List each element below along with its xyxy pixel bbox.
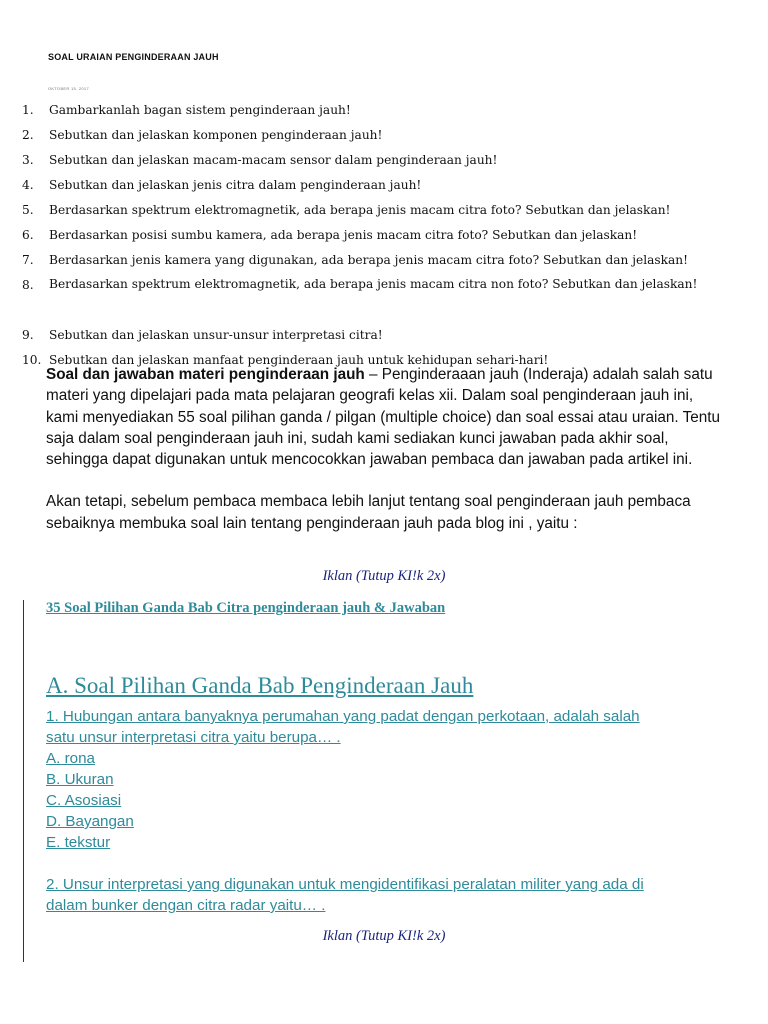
list-item (0, 275, 768, 325)
question-text: Berdasarkan posisi sumbu kamera, ada berapa jenis macam citra foto? Sebutkan dan jelaskan! (49, 228, 638, 242)
list-item (0, 125, 768, 150)
intro-paragraph (46, 364, 726, 470)
question-block-1 (46, 706, 726, 853)
question-number: 1. (22, 103, 34, 117)
option-e[interactable]: E. tekstur (46, 834, 111, 851)
question-number: 9. (22, 328, 34, 342)
ad-close-label[interactable]: Iklan (Tutup KI!k 2x) (322, 568, 446, 584)
question-number: 8. (22, 278, 34, 292)
question-2-line-2[interactable]: dalam bunker dengan citra radar yaitu… . (46, 897, 326, 914)
page-title: SOAL URAIAN PENGINDERAAN JAUH (48, 52, 219, 62)
question-number: 4. (22, 178, 34, 192)
list-item (0, 225, 768, 250)
post-date: OKTOBER 15, 2017 (48, 86, 89, 91)
list-item (0, 100, 768, 125)
question-block-2 (46, 874, 726, 916)
question-text: Berdasarkan jenis kamera yang digunakan, ada berapa jenis macam citra foto? Sebutkan dan jelaskan! (49, 253, 689, 267)
question-number: 3. (22, 153, 34, 167)
question-number: 2. (22, 128, 34, 142)
question-text: Berdasarkan spektrum elektromagnetik, ada berapa jenis macam citra foto? Sebutkan dan jelaskan! (49, 203, 671, 217)
ad-close-label-2[interactable]: Iklan (Tutup KI!k 2x) (322, 928, 446, 944)
option-b[interactable]: B. Ukuran (46, 771, 114, 788)
question-text: Sebutkan dan jelaskan unsur-unsur interpretasi citra! (49, 328, 383, 342)
question-text: Sebutkan dan jelaskan komponen penginderaan jauh! (49, 128, 383, 142)
question-1-line-1[interactable]: 1. Hubungan antara banyaknya perumahan yang padat dengan perkotaan, adalah salah (46, 708, 640, 725)
intro-text (46, 364, 726, 534)
option-c[interactable]: C. Asosiasi (46, 792, 122, 809)
related-article-link[interactable]: 35 Soal Pilihan Ganda Bab Citra penginderaan jauh & Jawaban (46, 600, 446, 616)
essay-question-list (0, 100, 768, 375)
list-item (0, 175, 768, 200)
intro-paragraph-rest: – Penginderaaan jauh (Inderaja) adalah salah satu materi yang dipelajari pada mata pelajaran geografi kelas xii. Dalam soal penginderaan jauh ini, kami menyediakan 55 soal pilihan ganda / pilgan (multiple choice) dan soal essai atau uraian. Tentu saja dalam soal penginderaan jauh ini, sudah kami sediakan kunci jawaban pada akhir soal, sehingga dapat digunakan untuk mencocokkan jawaban pembaca dan jawaban pada artikel ini. (46, 366, 721, 469)
question-text: Sebutkan dan jelaskan macam-macam sensor dalam penginderaan jauh! (49, 153, 498, 167)
question-number: 10. (22, 353, 42, 367)
question-1-line-2[interactable]: satu unsur interpretasi citra yaitu berupa… . (46, 729, 341, 746)
question-number: 6. (22, 228, 34, 242)
question-number: 7. (22, 253, 34, 267)
intro-paragraph-2: Akan tetapi, sebelum pembaca membaca lebih lanjut tentang soal penginderaan jauh pembaca sebaiknya membuka soal lain tentang penginderaan jauh pada blog ini , yaitu : (46, 493, 691, 532)
option-d[interactable]: D. Bayangan (46, 813, 134, 830)
intro-bold-lead: Soal dan jawaban materi penginderaan jauh (46, 366, 365, 383)
list-item (0, 150, 768, 175)
question-text: Sebutkan dan jelaskan manfaat penginderaan jauh untuk kehidupan sehari-hari! (49, 353, 549, 367)
question-text: Sebutkan dan jelaskan jenis citra dalam penginderaan jauh! (49, 178, 422, 192)
question-text: Gambarkanlah bagan sistem penginderaan jauh! (49, 103, 351, 117)
option-a[interactable]: A. rona (46, 750, 95, 767)
quote-border (23, 600, 24, 962)
question-number: 5. (22, 203, 34, 217)
section-heading: A. Soal Pilihan Ganda Bab Penginderaan Jauh (46, 673, 474, 698)
list-item (0, 325, 768, 350)
list-item (0, 200, 768, 225)
question-text: Berdasarkan spektrum elektromagnetik, ada berapa jenis macam citra non foto? Sebutkan dan jelaskan! (49, 277, 698, 291)
question-2-line-1[interactable]: 2. Unsur interpretasi yang digunakan untuk mengidentifikasi peralatan militer yang ada di (46, 876, 644, 893)
